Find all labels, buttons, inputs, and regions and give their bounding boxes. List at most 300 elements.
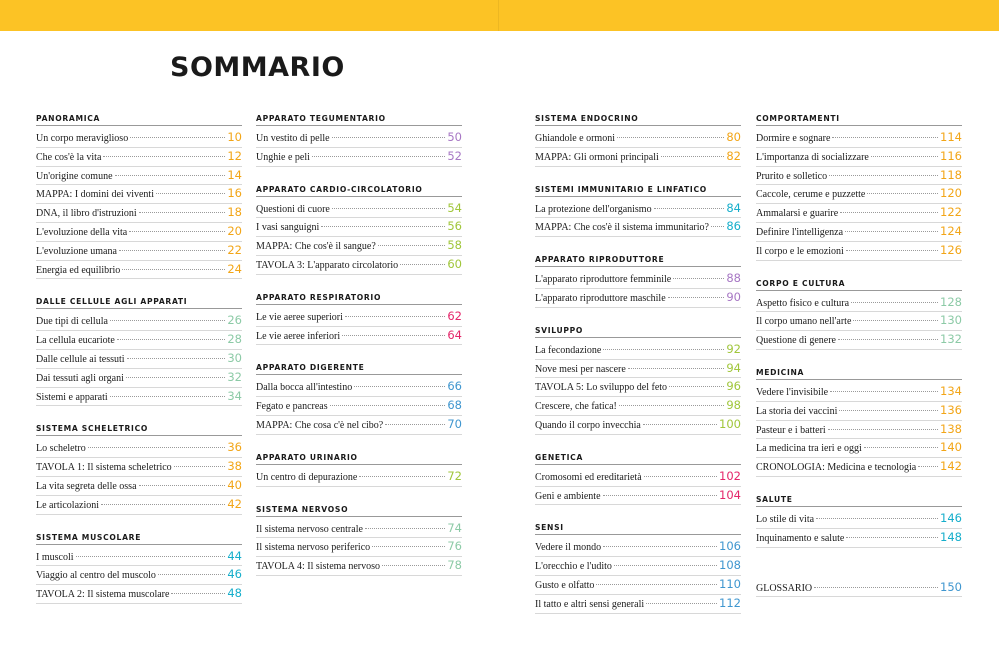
dot-leader	[614, 565, 717, 566]
entry-label: MAPPA: Che cos'è il sistema immunitario?	[535, 222, 709, 234]
page-number: 46	[227, 567, 242, 582]
dot-leader	[814, 587, 938, 588]
page-number: 140	[940, 440, 962, 455]
page-number: 70	[447, 416, 462, 431]
entry-label: Dalle cellule ai tessuti	[36, 353, 125, 365]
toc-entry[interactable]	[36, 223, 242, 242]
toc-section-sistema-endocrino	[535, 112, 741, 167]
entry-label: Le articolazioni	[36, 499, 100, 511]
toc-section-sviluppo	[535, 324, 741, 435]
toc-entry[interactable]	[535, 397, 741, 416]
entry-label: Il tatto e altri sensi generali	[535, 598, 645, 610]
toc-entry[interactable]	[756, 458, 962, 477]
dot-leader	[342, 335, 445, 336]
toc-entry[interactable]	[36, 458, 242, 477]
toc-entry[interactable]	[535, 360, 741, 379]
entry-label: La fecondazione	[535, 344, 602, 356]
page-number: 130	[940, 313, 962, 328]
toc-entry[interactable]	[256, 416, 462, 435]
toc-entry[interactable]	[256, 308, 462, 327]
dot-leader	[156, 193, 225, 194]
toc-entry[interactable]	[535, 487, 741, 506]
toc-section-sistemi-immunitario-e-linfatico	[535, 183, 741, 238]
page-number: 82	[726, 148, 741, 163]
toc-entry[interactable]	[36, 312, 242, 331]
dot-leader	[603, 495, 718, 496]
section-heading: APPARATO CARDIO-CIRCOLATORIO	[256, 183, 462, 197]
dot-leader	[115, 175, 226, 176]
page-number: 136	[940, 402, 962, 417]
dot-leader	[628, 368, 725, 369]
page-number: 98	[726, 398, 741, 413]
top-color-band	[0, 0, 999, 31]
dot-leader	[668, 297, 725, 298]
dot-leader	[372, 546, 445, 547]
entry-label: TAVOLA 2: Il sistema muscolare	[36, 589, 170, 601]
entry-label: Che cos'è la vita	[36, 151, 102, 163]
toc-entry[interactable]	[256, 129, 462, 148]
toc-section-apparato-digerente	[256, 361, 462, 434]
toc-entry[interactable]	[256, 327, 462, 346]
entry-label: Questioni di cuore	[256, 203, 330, 215]
dot-leader	[321, 226, 445, 227]
dot-leader	[596, 584, 717, 585]
entry-label: Il sistema nervoso centrale	[256, 523, 363, 535]
entry-label: La storia dei vaccini	[756, 405, 838, 417]
entry-label: Vedere il mondo	[535, 542, 602, 554]
toc-entry[interactable]	[256, 237, 462, 256]
page-number: 128	[940, 294, 962, 309]
dot-leader	[828, 429, 938, 430]
page-number: 12	[227, 148, 242, 163]
entry-label: Unghie e peli	[256, 151, 310, 163]
page-number: 36	[227, 440, 242, 455]
entry-label: Definire l'intelligenza	[756, 226, 844, 238]
toc-entry[interactable]	[256, 468, 462, 487]
toc-entry[interactable]	[756, 148, 962, 167]
toc-entry[interactable]	[36, 477, 242, 496]
entry-label: Le vie aeree superiori	[256, 311, 343, 323]
toc-entry[interactable]	[36, 439, 242, 458]
dot-leader	[127, 358, 226, 359]
toc-entry[interactable]	[36, 548, 242, 567]
toc-entry[interactable]	[256, 148, 462, 167]
toc-entry[interactable]	[756, 223, 962, 242]
dot-leader	[129, 231, 225, 232]
toc-section-sistema-scheletrico	[36, 422, 242, 514]
toc-section-apparato-tegumentario	[256, 112, 462, 167]
page-number: 40	[227, 477, 242, 492]
toc-entry[interactable]	[36, 129, 242, 148]
page-number: 60	[447, 256, 462, 271]
section-heading: SENSI	[535, 521, 741, 535]
entry-label: L'apparato riproduttore femminile	[535, 274, 672, 286]
dot-leader	[839, 410, 938, 411]
dot-leader	[139, 212, 226, 213]
dot-leader	[711, 226, 724, 227]
dot-leader	[171, 593, 225, 594]
dot-leader	[130, 137, 225, 138]
page-number: 126	[940, 242, 962, 257]
entry-label: Geni e ambiente	[535, 490, 601, 502]
toc-entry[interactable]	[256, 520, 462, 539]
toc-entry[interactable]	[756, 579, 962, 598]
toc-section-apparato-riproduttore	[535, 253, 741, 308]
dot-leader	[864, 447, 938, 448]
section-heading: SISTEMI IMMUNITARIO E LINFATICO	[535, 183, 741, 197]
toc-entry[interactable]	[36, 204, 242, 223]
toc-entry[interactable]	[756, 331, 962, 350]
toc-entry[interactable]	[756, 529, 962, 548]
dot-leader	[867, 193, 938, 194]
toc-entry[interactable]	[535, 378, 741, 397]
entry-label: Il corpo e le emozioni	[756, 245, 844, 257]
toc-entry[interactable]	[36, 496, 242, 515]
entry-label: Lo scheletro	[36, 443, 86, 455]
spacer	[756, 564, 962, 579]
dot-leader	[378, 245, 446, 246]
toc-column-1	[36, 112, 242, 620]
toc-section-panoramica	[36, 112, 242, 279]
toc-section-salute	[756, 493, 962, 548]
page-number: 148	[940, 529, 962, 544]
page-number: 150	[940, 579, 962, 594]
dot-leader	[126, 377, 226, 378]
dot-leader	[851, 302, 938, 303]
entry-label: Ghiandole e ormoni	[535, 133, 615, 144]
dot-leader	[646, 603, 717, 604]
page-number: 112	[719, 595, 741, 610]
toc-entry[interactable]	[36, 388, 242, 407]
dot-leader	[673, 278, 724, 279]
page-number: 66	[447, 379, 462, 394]
section-heading: PANORAMICA	[36, 112, 242, 126]
dot-leader	[644, 476, 717, 477]
page-number: 68	[447, 398, 462, 413]
entry-label: Quando il corpo invecchia	[535, 419, 641, 431]
entry-label: Un corpo meraviglioso	[36, 133, 129, 144]
toc-section-comportamenti	[756, 112, 962, 261]
dot-leader	[830, 391, 938, 392]
entry-label: Dormire e sognare	[756, 133, 831, 144]
dot-leader	[110, 396, 226, 397]
entry-label: Caccole, cerume e puzzette	[756, 189, 866, 201]
dot-leader	[838, 339, 938, 340]
toc-entry[interactable]	[256, 557, 462, 576]
page-number: 122	[940, 205, 962, 220]
dot-leader	[330, 405, 446, 406]
entry-label: Dai tessuti agli organi	[36, 372, 124, 384]
toc-entry[interactable]	[256, 397, 462, 416]
section-heading: SISTEMA NERVOSO	[256, 503, 462, 517]
toc-entry[interactable]	[756, 294, 962, 313]
toc-entry[interactable]	[36, 242, 242, 261]
page-number: 106	[719, 539, 741, 554]
section-heading: SISTEMA ENDOCRINO	[535, 112, 741, 126]
toc-section-sistema-muscolare	[36, 531, 242, 604]
toc-section-apparato-cardio-circolatorio	[256, 183, 462, 275]
toc-entry[interactable]	[756, 510, 962, 529]
page-number: 118	[940, 167, 962, 182]
entry-label: Un centro di depurazione	[256, 471, 358, 483]
toc-entry[interactable]	[756, 439, 962, 458]
dot-leader	[845, 231, 938, 232]
toc-entry[interactable]	[756, 204, 962, 223]
entry-label: CRONOLOGIA: Medicina e tecnologia	[756, 462, 917, 474]
section-heading: APPARATO DIGERENTE	[256, 361, 462, 375]
dot-leader	[103, 156, 225, 157]
section-heading: COMPORTAMENTI	[756, 112, 962, 126]
toc-column-3	[535, 112, 741, 630]
toc-entry[interactable]	[256, 538, 462, 557]
toc-entry[interactable]	[256, 378, 462, 397]
toc-entry[interactable]	[756, 242, 962, 261]
page-number: 30	[227, 350, 242, 365]
page-number: 92	[726, 341, 741, 356]
page-number: 134	[940, 383, 962, 398]
page-number: 58	[447, 238, 462, 253]
toc-entry[interactable]	[756, 383, 962, 402]
toc-entry[interactable]	[36, 331, 242, 350]
toc-entry[interactable]	[535, 341, 741, 360]
dot-leader	[816, 518, 938, 519]
entry-label: MAPPA: Che cos'è il sangue?	[256, 241, 376, 253]
toc-entry[interactable]	[535, 218, 741, 237]
dot-leader	[840, 212, 938, 213]
toc-entry[interactable]	[535, 148, 741, 167]
dot-leader	[354, 386, 445, 387]
page-number: 146	[940, 510, 962, 525]
page-number: 104	[719, 487, 741, 502]
section-heading: APPARATO TEGUMENTARIO	[256, 112, 462, 126]
page-number: 108	[719, 558, 741, 573]
page-number: 100	[719, 416, 741, 431]
page-number: 32	[227, 369, 242, 384]
entry-label: La cellula eucariote	[36, 335, 115, 347]
dot-leader	[312, 156, 445, 157]
dot-leader	[119, 250, 225, 251]
entry-label: Prurito e solletico	[756, 170, 828, 182]
toc-entry[interactable]	[36, 585, 242, 604]
dot-leader	[603, 349, 724, 350]
page-number: 94	[726, 360, 741, 375]
toc-entry[interactable]	[535, 538, 741, 557]
entry-label: Un vestito di pelle	[256, 133, 330, 144]
dot-leader	[88, 447, 226, 448]
dot-leader	[846, 250, 938, 251]
page-number: 24	[227, 261, 242, 276]
entry-label: TAVOLA 1: Il sistema scheletrico	[36, 462, 172, 474]
page-title: SOMMARIO	[170, 52, 345, 83]
toc-entry[interactable]	[535, 576, 741, 595]
entry-label: Due tipi di cellula	[36, 316, 108, 328]
page-number: 120	[940, 186, 962, 201]
toc-section-dalle-cellule-agli-apparati	[36, 295, 242, 406]
section-heading: SVILUPPO	[535, 324, 741, 338]
toc-section-apparato-respiratorio	[256, 291, 462, 346]
page-number: 28	[227, 332, 242, 347]
entry-label: Lo stile di vita	[756, 513, 815, 525]
entry-label: Le vie aeree inferiori	[256, 330, 341, 342]
toc-entry[interactable]	[36, 185, 242, 204]
toc-section-genetica	[535, 451, 741, 506]
toc-entry[interactable]	[756, 129, 962, 148]
entry-label: DNA, il libro d'istruzioni	[36, 208, 137, 220]
page-number: 14	[227, 167, 242, 182]
dot-leader	[101, 504, 225, 505]
page-number: 110	[719, 576, 741, 591]
dot-leader	[332, 208, 445, 209]
dot-leader	[643, 424, 717, 425]
entry-label: L'apparato riproduttore maschile	[535, 292, 666, 304]
toc-entry[interactable]	[535, 289, 741, 308]
dot-leader	[617, 137, 724, 138]
page-number: 52	[447, 148, 462, 163]
page-number: 74	[447, 520, 462, 535]
page-number: 64	[447, 327, 462, 342]
toc-entry[interactable]	[535, 200, 741, 219]
entry-label: Aspetto fisico e cultura	[756, 297, 850, 309]
page-number: 102	[719, 468, 741, 483]
dot-leader	[117, 339, 226, 340]
toc-entry[interactable]	[535, 557, 741, 576]
dot-leader	[332, 137, 446, 138]
dot-leader	[603, 546, 717, 547]
dot-leader	[829, 175, 938, 176]
section-heading: SALUTE	[756, 493, 962, 507]
toc-entry[interactable]	[256, 256, 462, 275]
toc-entry[interactable]	[36, 566, 242, 585]
toc-entry[interactable]	[535, 468, 741, 487]
dot-leader	[174, 466, 226, 467]
page-number: 114	[940, 130, 962, 144]
entry-label: Il corpo umano nell'arte	[756, 316, 852, 328]
toc-entry[interactable]	[535, 270, 741, 289]
toc-entry[interactable]	[36, 167, 242, 186]
entry-label: L'evoluzione della vita	[36, 226, 128, 238]
entry-label: MAPPA: I domini dei viventi	[36, 189, 154, 201]
entry-label: TAVOLA 4: Il sistema nervoso	[256, 561, 381, 573]
toc-entry[interactable]	[36, 261, 242, 280]
toc-entry[interactable]	[36, 148, 242, 167]
page-number: 50	[447, 130, 462, 144]
page-number: 20	[227, 223, 242, 238]
dot-leader	[669, 386, 724, 387]
entry-label: TAVOLA 3: L'apparato circolatorio	[256, 259, 399, 271]
page-number: 44	[227, 548, 242, 563]
page-number: 18	[227, 205, 242, 220]
toc-entry[interactable]	[256, 200, 462, 219]
section-heading: GENETICA	[535, 451, 741, 465]
page-spine	[498, 0, 499, 31]
entry-label: Gusto e olfatto	[535, 579, 595, 591]
toc-section-sensi	[535, 521, 741, 613]
toc-entry[interactable]	[535, 129, 741, 148]
entry-label: MAPPA: Gli ormoni principali	[535, 151, 659, 163]
entry-label: Fegato e pancreas	[256, 401, 328, 413]
page-number: 78	[447, 558, 462, 573]
section-heading: DALLE CELLULE AGLI APPARATI	[36, 295, 242, 309]
page-number: 88	[726, 271, 741, 286]
page-number: 26	[227, 313, 242, 328]
dot-leader	[382, 565, 445, 566]
section-heading: MEDICINA	[756, 366, 962, 380]
toc-section-glossario	[756, 564, 962, 598]
section-heading: APPARATO URINARIO	[256, 451, 462, 465]
toc-column-2	[256, 112, 462, 592]
page-number: 76	[447, 539, 462, 554]
entry-label: Ammalarsi e guarire	[756, 208, 839, 220]
toc-entry[interactable]	[756, 167, 962, 186]
dot-leader	[139, 485, 226, 486]
toc-entry[interactable]	[756, 402, 962, 421]
page-number: 56	[447, 219, 462, 234]
section-heading: SISTEMA SCHELETRICO	[36, 422, 242, 436]
toc-entry[interactable]	[535, 595, 741, 614]
toc-entry[interactable]	[535, 416, 741, 435]
page-number: 86	[726, 219, 741, 234]
page-number: 138	[940, 421, 962, 436]
entry-label: Viaggio al centro del muscolo	[36, 570, 156, 582]
toc-entry[interactable]	[36, 350, 242, 369]
toc-entry[interactable]	[36, 369, 242, 388]
entry-label: GLOSSARIO	[756, 582, 813, 594]
entry-label: Il sistema nervoso periferico	[256, 542, 371, 554]
toc-entry[interactable]	[756, 312, 962, 331]
entry-label: Cromosomi ed ereditarietà	[535, 471, 642, 483]
dot-leader	[122, 269, 225, 270]
entry-label: TAVOLA 5: Lo sviluppo del feto	[535, 382, 668, 394]
page-number: 16	[227, 186, 242, 201]
page-number: 10	[227, 130, 242, 144]
page-number: 22	[227, 242, 242, 257]
page-number: 62	[447, 308, 462, 323]
dot-leader	[365, 528, 445, 529]
dot-leader	[400, 264, 445, 265]
dot-leader	[110, 320, 225, 321]
toc-entry[interactable]	[756, 421, 962, 440]
entry-label: Pasteur e i batteri	[756, 424, 826, 436]
entry-label: Energia ed equilibrio	[36, 264, 121, 276]
entry-label: Nove mesi per nascere	[535, 363, 626, 375]
section-heading: SISTEMA MUSCOLARE	[36, 531, 242, 545]
entry-label: Dalla bocca all'intestino	[256, 382, 353, 394]
dot-leader	[654, 208, 725, 209]
page-number: 48	[227, 586, 242, 601]
page-number: 72	[447, 468, 462, 483]
section-heading: CORPO E CULTURA	[756, 277, 962, 291]
entry-label: Questione di genere	[756, 335, 836, 347]
dot-leader	[76, 556, 226, 557]
page-number: 132	[940, 332, 962, 347]
entry-label: MAPPA: Che cosa c'è nel cibo?	[256, 419, 384, 431]
dot-leader	[385, 424, 445, 425]
dot-leader	[832, 137, 938, 138]
page-number: 34	[227, 388, 242, 403]
section-heading: APPARATO RIPRODUTTORE	[535, 253, 741, 267]
toc-section-sistema-nervoso	[256, 503, 462, 576]
dot-leader	[619, 405, 724, 406]
toc-entry[interactable]	[256, 218, 462, 237]
page-number: 90	[726, 289, 741, 304]
toc-section-corpo-e-cultura	[756, 277, 962, 350]
section-heading: APPARATO RESPIRATORIO	[256, 291, 462, 305]
entry-label: La vita segreta delle ossa	[36, 480, 137, 492]
entry-label: Inquinamento e salute	[756, 532, 845, 544]
page-number: 42	[227, 496, 242, 511]
toc-entry[interactable]	[756, 185, 962, 204]
toc-section-medicina	[756, 366, 962, 477]
